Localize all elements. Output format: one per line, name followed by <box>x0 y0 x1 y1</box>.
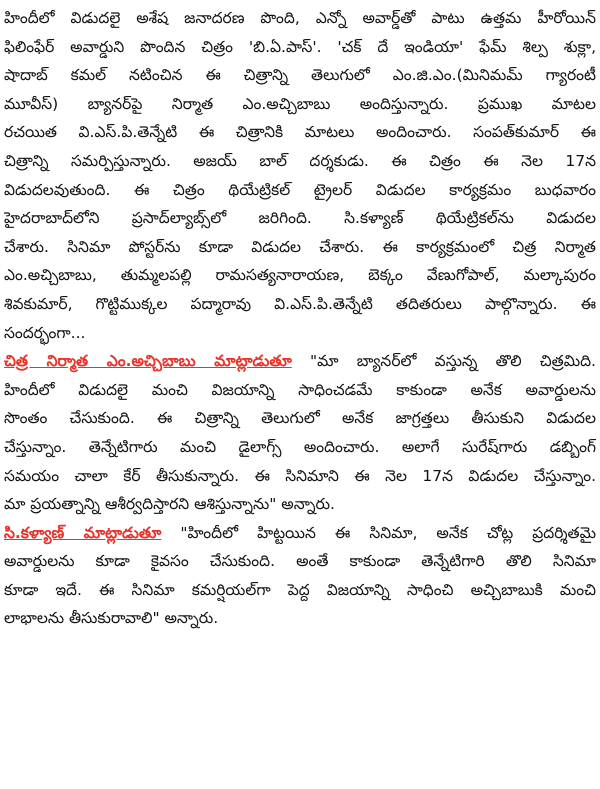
text-line: చేశారు. సినిమా పోస్టర్‌ను కూడా విడుదల చేశారు. ఈ కార్యక్రమంలో చిత్ర నిర్మాత <box>4 237 596 256</box>
text-line: ఎం.అచ్చిబాబు, తుమ్మలపల్లి రామసత్యనారాయణ, బెక్కం వేణుగోపాల్, మల్కాపురం <box>4 266 596 285</box>
text-line: చిత్రాన్ని సమర్పిస్తున్నారు. అజయ్ బాల్ దర్శకుడు. ఈ చిత్రం ఈ నెల 17న <box>4 151 596 170</box>
text-line: సమయం చాలా కేర్ తీసుకున్నారు. ఈ సినిమాని ఈ నెల 17న విడుదల చేస్తున్నాం. <box>4 466 596 485</box>
text-line: హిందీలో విడుదలై మంచి విజయాన్ని సాధించడమే కాకుండా అనేక అవార్డులను <box>4 380 596 399</box>
text-line: లాభాలను తీసుకురావాలి" అన్నారు. <box>4 609 219 628</box>
text-line: కూడా ఇదే. ఈ సినిమా కమర్షియల్‌గా పెద్ద విజయాన్ని సాధించి అచ్చిబాబుకి మంచి <box>4 580 596 599</box>
quote-first-line <box>4 519 596 548</box>
text-line: ఫిలింఫేర్ అవార్డుని పొందిన చిత్రం 'బి.ఏ.పాస్'. 'చక్ దే ఇండియా' ఫేమ్ శిల్ప శుక్లా, <box>4 37 596 56</box>
text-line: విడుదలవుతుంది. ఈ చిత్రం థియేట్రికల్ ట్రైలర్ విడుదల కార్యక్రమం బుధవారం <box>4 180 596 199</box>
intro-paragraph <box>4 4 596 347</box>
quote-text: "హిందీలో హిట్టయిన ఈ సినిమా, అనేక చోట్ల ప్రదర్శితమై <box>161 523 596 542</box>
text-line: చేస్తున్నాం. తెన్నేటిగారు మంచి డైలాగ్స్ అందించారు. అలాగే సురేష్‌గారు డబ్బింగ్ <box>4 437 596 456</box>
quote-first-line <box>4 347 596 376</box>
text-line: మూవీస్) బ్యానర్‌పై నిర్మాత ఎం.అచ్చిబాబు అందిస్తున్నారు. ప్రముఖ మాటల <box>4 94 596 113</box>
producer-quote-paragraph <box>4 347 596 519</box>
text-line: సందర్భంగా... <box>4 323 86 342</box>
text-line: హైదరాబాద్‌లోని ప్రసాద్‌ల్యాబ్స్‌లో జరిగింది. సి.కళ్యాణ్ థియేట్రికల్‌ను విడుదల <box>4 209 596 228</box>
text-line: షాదాబ్ కమల్ నటించిన ఈ చిత్రాన్ని తెలుగులో ఎం.జి.ఎం.(మినిమమ్ గ్యారంటీ <box>4 66 596 85</box>
text-line: శివకుమార్, గొట్టిముక్కల పద్మారావు వి.ఎస్.పి.తెన్నేటి తదితరులు పాల్గొన్నారు. ఈ <box>4 294 596 313</box>
speaker-name-kalyan: సి.కళ్యాణ్ మాట్లాడుతూ <box>4 523 162 542</box>
speaker-name-producer: చిత్ర నిర్మాత ఎం.అచ్చిబాబు మాట్లాడుతూ <box>4 352 292 371</box>
text-line: మా ప్రయత్నాన్ని ఆశీర్వదిస్తారని ఆశిస్తున్నాను" అన్నారు. <box>4 495 335 514</box>
text-line: హిందీలో విడుదలై అశేష జనాదరణ పొంది, ఎన్నో అవార్డ్‌తో పాటు ఉత్తమ హీరోయిన్ <box>4 9 596 27</box>
quote-text: "మా బ్యానర్‌లో వస్తున్న తొలి చిత్రమిది. <box>291 352 596 371</box>
text-line: అవార్డులను కూడా కైవసం చేసుకుంది. అంతే కాకుండా తెన్నేటిగారి తొలి సినిమా <box>4 552 596 571</box>
kalyan-quote-paragraph <box>4 519 596 633</box>
text-line: సొంతం చేసుకుంది. ఈ చిత్రాన్ని తెలుగులో అనేక జాగ్రత్తలు తీసుకుని విడుదల <box>4 409 596 428</box>
news-article <box>4 4 596 633</box>
text-line: రచయిత వి.ఎస్.పి.తెన్నేటి ఈ చిత్రానికి మాటలు అందించారు. సంపత్‌కుమార్ ఈ <box>4 123 596 142</box>
